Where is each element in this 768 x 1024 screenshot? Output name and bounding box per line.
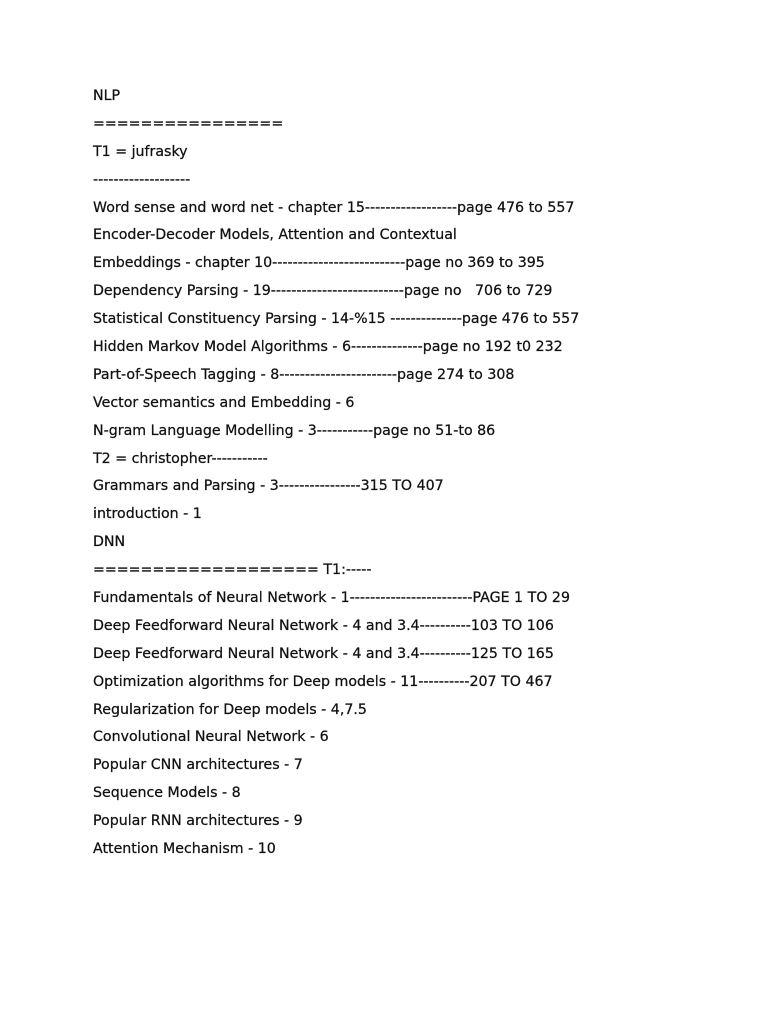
topic-line: Regularization for Deep models - 4,7.5 bbox=[93, 701, 367, 718]
separator-line: ------------------- bbox=[93, 171, 191, 188]
topic-line: Grammars and Parsing - 3----------------315 TO 407 bbox=[93, 478, 444, 495]
topic-line: Part-of-Speech Tagging - 8-----------------------page 274 to 308 bbox=[93, 366, 515, 383]
topic-line: Optimization algorithms for Deep models - 11----------207 TO 467 bbox=[93, 673, 553, 690]
topic-line: Deep Feedforward Neural Network - 4 and 3.4----------125 TO 165 bbox=[93, 645, 554, 662]
separator-line: ================ bbox=[93, 115, 284, 132]
topic-line: Hidden Markov Model Algorithms - 6--------------page no 192 t0 232 bbox=[93, 339, 563, 356]
section-heading-dnn: DNN bbox=[93, 534, 126, 551]
topic-line: Vector semantics and Embedding - 6 bbox=[93, 394, 355, 411]
topic-line: Word sense and word net - chapter 15------------------page 476 to 557 bbox=[93, 199, 575, 216]
topic-line: Convolutional Neural Network - 6 bbox=[93, 729, 329, 746]
topic-line: Sequence Models - 8 bbox=[93, 785, 241, 802]
topic-line: introduction - 1 bbox=[93, 506, 202, 523]
topic-line: Dependency Parsing - 19--------------------------page no 706 to 729 bbox=[93, 283, 553, 300]
topic-line: Popular CNN architectures - 7 bbox=[93, 757, 303, 774]
textbook-reference-t2: T2 = christopher----------- bbox=[93, 450, 268, 467]
topic-line: N-gram Language Modelling - 3-----------page no 51-to 86 bbox=[93, 422, 496, 439]
notes-text-body bbox=[93, 83, 733, 864]
topic-line: Popular RNN architectures - 9 bbox=[93, 813, 303, 830]
topic-line: Attention Mechanism - 10 bbox=[93, 841, 276, 858]
topic-line: Statistical Constituency Parsing - 14-%15 --------------page 476 to 557 bbox=[93, 311, 580, 328]
topic-line: Fundamentals of Neural Network - 1------------------------PAGE 1 TO 29 bbox=[93, 590, 570, 607]
topic-line: Deep Feedforward Neural Network - 4 and 3.4----------103 TO 106 bbox=[93, 617, 554, 634]
topic-line: Encoder-Decoder Models, Attention and Contextual bbox=[93, 227, 457, 244]
textbook-reference-t1: T1 = jufrasky bbox=[93, 143, 188, 160]
topic-line: Embeddings - chapter 10--------------------------page no 369 to 395 bbox=[93, 255, 545, 272]
section-heading-nlp: NLP bbox=[93, 88, 121, 104]
separator-line: =================== T1:----- bbox=[93, 562, 372, 579]
